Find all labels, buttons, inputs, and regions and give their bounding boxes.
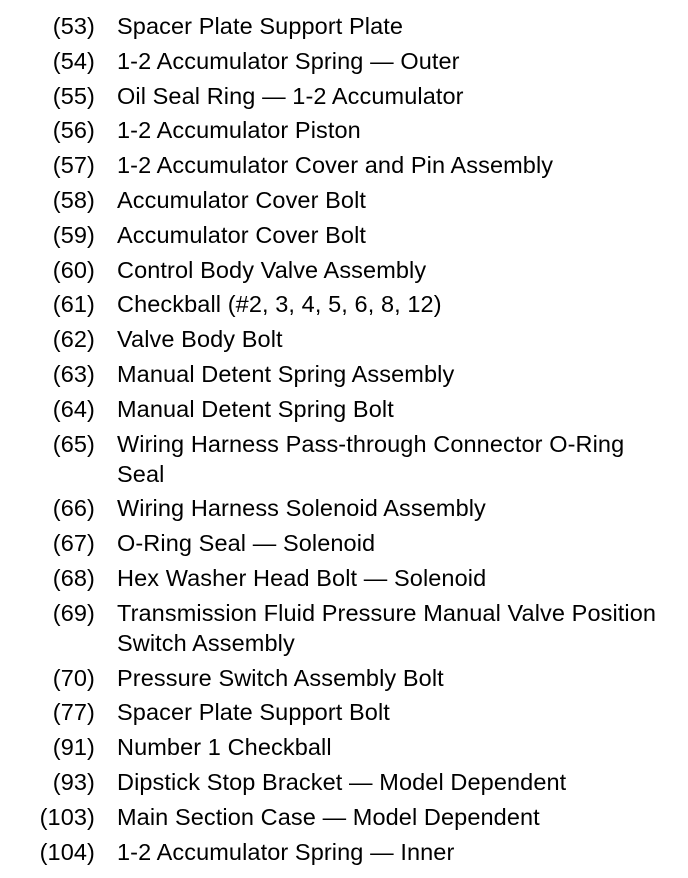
legend-number: (58): [52, 186, 95, 213]
legend-number: (104): [39, 838, 95, 865]
legend-number: (77): [52, 699, 95, 726]
legend-number: (68): [52, 564, 95, 591]
legend-number: (103): [39, 803, 95, 830]
legend-item-69: [0, 598, 688, 658]
legend-item-104: [0, 837, 688, 867]
legend-description: Hex Washer Head Bolt — Solenoid: [117, 564, 487, 591]
legend-item-91: [0, 732, 688, 762]
legend-item-62: [0, 324, 688, 354]
legend-description: Wiring Harness Solenoid Assembly: [117, 495, 486, 522]
legend-item-68: [0, 563, 688, 593]
legend-number: (55): [52, 82, 95, 109]
legend-number: (57): [52, 152, 95, 179]
legend-description: Accumulator Cover Bolt: [117, 221, 367, 248]
legend-number: (91): [52, 734, 95, 761]
legend-description: Dipstick Stop Bracket — Model Dependent: [117, 768, 567, 795]
legend-description: Accumulator Cover Bolt: [117, 186, 367, 213]
legend-item-63: [0, 359, 688, 389]
legend-description: Spacer Plate Support Plate: [117, 13, 404, 39]
legend-item-65: [0, 429, 688, 489]
legend-item-56: [0, 115, 688, 145]
legend-description: 1-2 Accumulator Spring — Inner: [117, 838, 455, 865]
legend-description: Wiring Harness Pass-through Connector O-Ring Seal: [117, 430, 625, 487]
legend-number: (53): [52, 13, 95, 39]
legend-number: (60): [52, 256, 95, 283]
legend-number: (65): [52, 430, 95, 457]
legend-item-103: [0, 802, 688, 832]
legend-description: O-Ring Seal — Solenoid: [117, 530, 376, 557]
legend-item-70: [0, 663, 688, 693]
legend-number: (59): [52, 221, 95, 248]
legend-item-67: [0, 528, 688, 558]
legend-description: Oil Seal Ring — 1-2 Accumulator: [117, 82, 464, 109]
legend-description: Number 1 Checkball: [117, 734, 332, 761]
legend-number: (61): [52, 291, 95, 318]
legend-item-55: [0, 81, 688, 111]
legend-number: (56): [52, 117, 95, 144]
legend-description: 1-2 Accumulator Spring — Outer: [117, 47, 460, 74]
legend-item-53: [0, 11, 688, 41]
legend-description: 1-2 Accumulator Piston: [117, 117, 361, 144]
parts-legend-list: [0, 11, 688, 871]
legend-description: 1-2 Accumulator Cover and Pin Assembly: [117, 152, 554, 179]
legend-description: Pressure Switch Assembly Bolt: [117, 664, 444, 691]
legend-description: Manual Detent Spring Bolt: [117, 395, 394, 422]
legend-description: Main Section Case — Model Dependent: [117, 803, 540, 830]
legend-number: (93): [52, 768, 95, 795]
legend-number: (66): [52, 495, 95, 522]
legend-item-77: [0, 697, 688, 727]
legend-number: (70): [52, 664, 95, 691]
legend-description: Valve Body Bolt: [117, 326, 283, 353]
legend-number: (54): [52, 47, 95, 74]
legend-item-58: [0, 185, 688, 215]
legend-item-60: [0, 255, 688, 285]
legend-item-57: [0, 150, 688, 180]
legend-number: (69): [52, 599, 95, 626]
legend-item-64: [0, 394, 688, 424]
legend-number: (67): [52, 530, 95, 557]
legend-description: Manual Detent Spring Assembly: [117, 360, 455, 387]
legend-description: Spacer Plate Support Bolt: [117, 699, 390, 726]
legend-number: (63): [52, 360, 95, 387]
legend-item-54: [0, 46, 688, 76]
legend-item-93: [0, 767, 688, 797]
legend-description: Checkball (#2, 3, 4, 5, 6, 8, 12): [117, 291, 442, 318]
legend-item-61: [0, 289, 688, 319]
legend-description: Transmission Fluid Pressure Manual Valve Position Switch Assembly: [117, 599, 657, 656]
legend-item-66: [0, 493, 688, 523]
legend-item-59: [0, 220, 688, 250]
legend-number: (64): [52, 395, 95, 422]
legend-number: (62): [52, 326, 95, 353]
legend-description: Control Body Valve Assembly: [117, 256, 427, 283]
